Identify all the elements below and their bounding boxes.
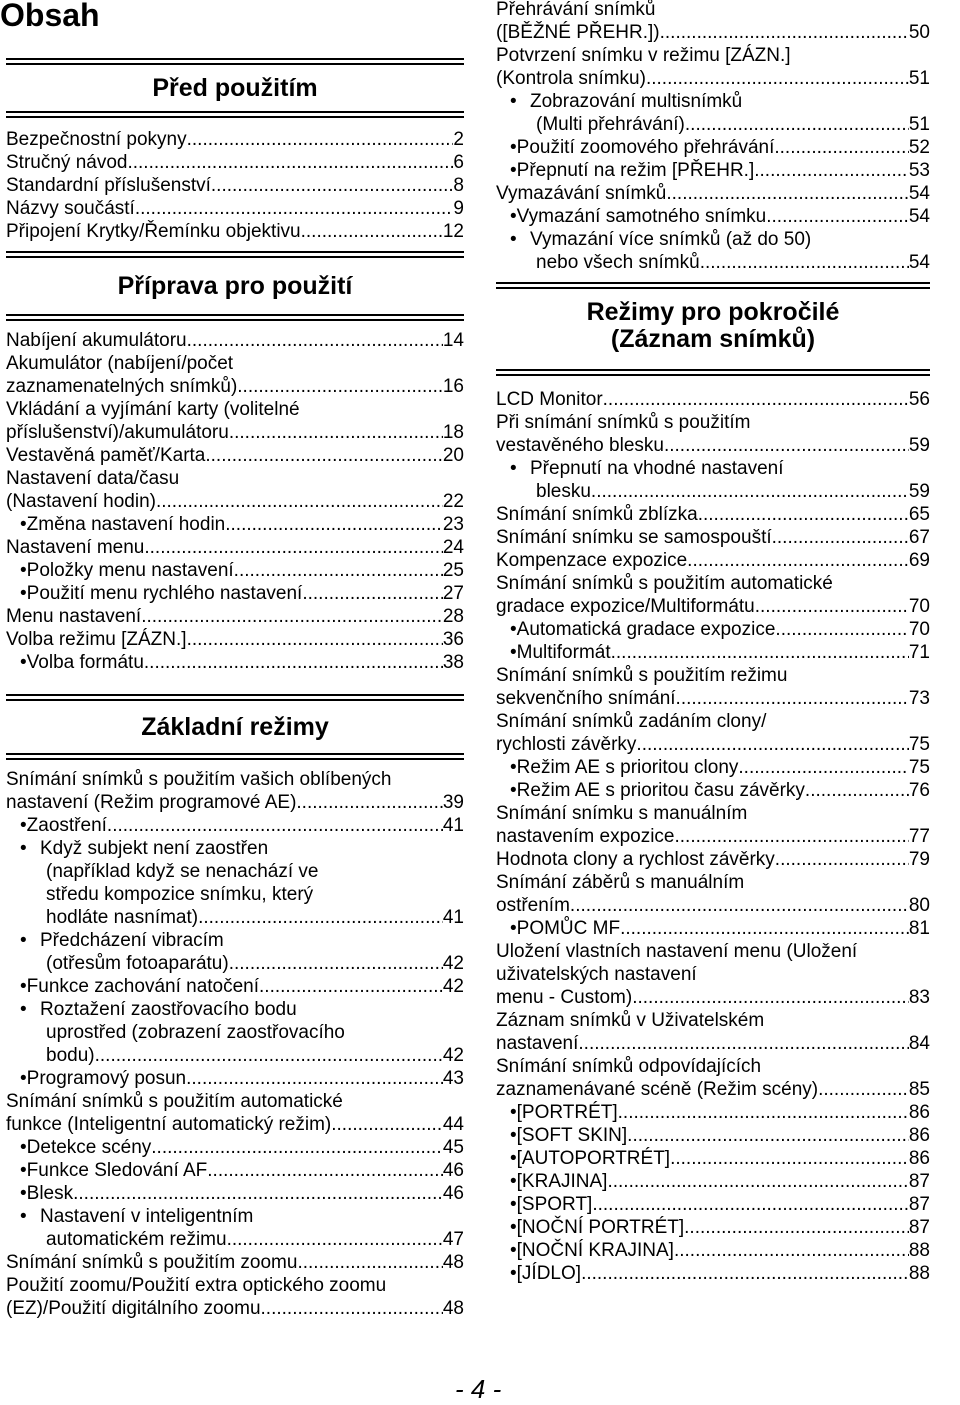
toc-entry[interactable]: nastavení (Režim programové AE) ..... 39	[6, 791, 464, 814]
bullet: •	[20, 1160, 27, 1181]
toc-subentry-line: • Když subjekt není zaostřen	[20, 838, 269, 859]
section-heading-advanced	[496, 289, 930, 369]
toc-entry-line: Nastavení data/času	[6, 468, 180, 489]
bullet: •	[510, 1194, 517, 1215]
toc-subentry-line: • Roztažení zaostřovacího bodu	[20, 999, 297, 1020]
bullet: •	[510, 757, 517, 778]
toc-subentry-line: uprostřed (zobrazení zaostřovacího	[46, 1022, 345, 1043]
toc-entry-line: Snímání snímků odpovídajících	[496, 1056, 762, 1077]
bullet: •	[20, 1206, 27, 1227]
toc-entry[interactable]: Nabíjení akumulátoru ..... 14	[6, 329, 464, 352]
toc-subentry[interactable]: • [AUTOPORTRÉT] ..... 86	[496, 1147, 930, 1170]
toc-subentry-line: • Zobrazování multisnímků	[510, 91, 743, 112]
bullet: •	[20, 999, 27, 1020]
toc-entry[interactable]: Standardní příslušenství ..... 8	[6, 174, 464, 197]
bullet: •	[510, 1240, 517, 1261]
toc-subentry[interactable]: bodu) ..... 42	[6, 1044, 464, 1067]
toc-entry[interactable]: ([BĚŽNÉ PŘEHR.]) ..... 50	[496, 21, 930, 44]
toc-subentry[interactable]: • Přepnutí na režim [PŘEHR.] ..... 53	[496, 159, 930, 182]
toc-entry-line: Uložení vlastních nastavení menu (Uložení	[496, 941, 858, 962]
toc-entry[interactable]: Snímání snímků s použitím zoomu ..... 48	[6, 1251, 464, 1274]
toc-entry[interactable]: příslušenství)/akumulátoru ..... 18	[6, 421, 464, 444]
toc-entry[interactable]: Bezpečnostní pokyny ..... 2	[6, 128, 464, 151]
toc-subentry[interactable]: (otřesům fotoaparátu) ..... 42	[6, 952, 464, 975]
toc-subentry-line: (například když se nenachází ve	[46, 861, 319, 882]
section-heading-line: (Záznam snímků)	[610, 325, 816, 353]
toc-subentry[interactable]: blesku ..... 59	[496, 480, 930, 503]
bullet: •	[510, 1171, 517, 1192]
toc-entry[interactable]: funkce (Inteligentní automatický režim) ..... 44	[6, 1113, 464, 1136]
toc-subentry[interactable]: • Blesk ..... 46	[6, 1182, 464, 1205]
toc-entry-line: Snímání snímků s použitím automatické	[6, 1091, 343, 1112]
section-heading-line: Režimy pro pokročilé	[586, 298, 840, 326]
toc-entry[interactable]: gradace expozice/Multiformátu ..... 70	[496, 595, 930, 618]
toc-subentry-line: • Vymazání více snímků (až do 50)	[510, 229, 812, 250]
bullet: •	[20, 976, 27, 997]
section-rule	[6, 314, 464, 321]
bullet: •	[510, 91, 517, 112]
toc-entry[interactable]: menu - Custom) ..... 83	[496, 986, 930, 1009]
bullet: •	[510, 206, 517, 227]
toc-subentry[interactable]: • Multiformát ..... 71	[496, 641, 930, 664]
toc-entry[interactable]: Názvy součástí ..... 9	[6, 197, 464, 220]
toc-subentry-line: • Přepnutí na vhodné nastavení	[510, 458, 784, 479]
toc-subentry[interactable]: • [KRAJINA] ..... 87	[496, 1170, 930, 1193]
toc-entry[interactable]: Snímání snímků zblízka ..... 65	[496, 503, 930, 526]
toc-entry-line: Snímání snímků s použitím vašich oblíbených	[6, 769, 392, 790]
section-heading-basic-modes: Základní režimy	[141, 713, 329, 741]
toc-subentry[interactable]: • Funkce zachování natočení ..... 42	[6, 975, 464, 998]
toc-subentry[interactable]: • Použití menu rychlého nastavení ..... 27	[6, 582, 464, 605]
page-title: Obsah	[0, 0, 100, 33]
bullet: •	[20, 838, 27, 859]
toc-subentry[interactable]: (Multi přehrávání) ..... 51	[496, 113, 930, 136]
section-heading-preparation: Příprava pro použití	[117, 272, 353, 300]
toc-subentry[interactable]: • Funkce Sledování AF ..... 46	[6, 1159, 464, 1182]
bullet: •	[510, 642, 517, 663]
toc-entry[interactable]: nastavením expozice ..... 77	[496, 825, 930, 848]
toc-entry[interactable]: Nastavení menu ..... 24	[6, 536, 464, 559]
toc-entry-line: Při snímání snímků s použitím	[496, 412, 751, 433]
left-column	[0, 0, 464, 1320]
toc-entry[interactable]: rychlosti závěrky ..... 75	[496, 733, 930, 756]
section-heading-before-use: Před použitím	[152, 74, 318, 102]
bullet: •	[20, 652, 27, 673]
toc-entry[interactable]: nastavení ..... 84	[496, 1032, 930, 1055]
toc-subentry[interactable]: • Vymazání samotného snímku ..... 54	[496, 205, 930, 228]
bullet: •	[510, 160, 517, 181]
toc-subentry[interactable]: • [JÍDLO] ..... 88	[496, 1262, 930, 1285]
toc-entry-line: Záznam snímků v Uživatelském	[496, 1010, 765, 1031]
toc-subentry[interactable]: • [SOFT SKIN] ..... 86	[496, 1124, 930, 1147]
toc-subentry[interactable]: • Režim AE s prioritou clony ..... 75	[496, 756, 930, 779]
toc-subentry[interactable]: • Detekce scény ..... 45	[6, 1136, 464, 1159]
bullet: •	[510, 137, 517, 158]
bullet: •	[20, 1068, 27, 1089]
section-rule	[6, 251, 464, 258]
toc-subentry[interactable]: • Použití zoomového přehrávání ..... 52	[496, 136, 930, 159]
toc-entry[interactable]: Stručný návod ..... 6	[6, 151, 464, 174]
toc-subentry[interactable]: • Volba formátu ..... 38	[6, 651, 464, 674]
toc-subentry[interactable]: hodláte nasnímat) ..... 41	[6, 906, 464, 929]
toc-subentry[interactable]: • [NOČNÍ PORTRÉT] ..... 87	[496, 1216, 930, 1239]
right-column	[496, 0, 930, 1285]
toc-entry[interactable]: sekvenčního snímání ..... 73	[496, 687, 930, 710]
toc-subentry[interactable]: • Programový posun ..... 43	[6, 1067, 464, 1090]
bullet: •	[510, 1102, 517, 1123]
bullet: •	[20, 560, 27, 581]
bullet: •	[510, 918, 517, 939]
toc-entry-line: Přehrávání snímků	[496, 0, 656, 20]
toc-subentry-line: • Nastavení v inteligentním	[20, 1206, 254, 1227]
bullet: •	[510, 780, 517, 801]
bullet: •	[510, 1217, 517, 1238]
toc-subentry[interactable]: nebo všech snímků ..... 54	[496, 251, 930, 274]
toc-entry-line: Vkládání a vyjímání karty (volitelné	[6, 399, 300, 420]
toc-entry[interactable]: Snímání snímku se samospouští ..... 67	[496, 526, 930, 549]
toc-subentry[interactable]: • [PORTRÉT] ..... 86	[496, 1101, 930, 1124]
section-rule	[6, 753, 464, 760]
toc-entry[interactable]: zaznamenávané scéně (Režim scény) ..... 85	[496, 1078, 930, 1101]
toc-entry-line: Snímání záběrů s manuálním	[496, 872, 745, 893]
section-rule	[6, 58, 464, 65]
toc-entry-line: Snímání snímků s použitím automatické	[496, 573, 833, 594]
toc-entry[interactable]: ostřením ..... 80	[496, 894, 930, 917]
toc-entry[interactable]: (Kontrola snímku) ..... 51	[496, 67, 930, 90]
bullet: •	[20, 815, 27, 836]
toc-entry[interactable]: vestavěného blesku ..... 59	[496, 434, 930, 457]
toc-entry[interactable]: Menu nastavení ..... 28	[6, 605, 464, 628]
section-rule	[496, 282, 930, 289]
bullet: •	[20, 514, 27, 535]
bullet: •	[20, 930, 27, 951]
bullet: •	[20, 1183, 27, 1204]
bullet: •	[20, 583, 27, 604]
toc-entry[interactable]: Kompenzace expozice ..... 69	[496, 549, 930, 572]
toc-entry-line: Snímání snímků zadáním clony/	[496, 711, 767, 732]
toc-subentry[interactable]: • Režim AE s prioritou času závěrky ..... 76	[496, 779, 930, 802]
page-number: - 4 -	[455, 1374, 502, 1404]
toc-subentry[interactable]: • [SPORT] ..... 87	[496, 1193, 930, 1216]
toc-entry-line: Potvrzení snímku v režimu [ZÁZN.]	[496, 45, 791, 66]
toc-entry[interactable]: Připojení Krytky/Řemínku objektivu ..... 12	[6, 220, 464, 243]
toc-subentry[interactable]: • Položky menu nastavení ..... 25	[6, 559, 464, 582]
toc-entry[interactable]: (Nastavení hodin) ..... 22	[6, 490, 464, 513]
toc-subentry[interactable]: • Zaostření ..... 41	[6, 814, 464, 837]
toc-entry-line: Akumulátor (nabíjení/počet	[6, 353, 234, 374]
bullet: •	[510, 229, 517, 250]
toc-subentry[interactable]: automatickém režimu ..... 47	[6, 1228, 464, 1251]
bullet: •	[510, 1148, 517, 1169]
section-rule	[6, 111, 464, 118]
toc-entry[interactable]: Vestavěná paměť/Karta ..... 20	[6, 444, 464, 467]
toc-subentry[interactable]: • Změna nastavení hodin ..... 23	[6, 513, 464, 536]
toc-entry[interactable]: Hodnota clony a rychlost závěrky ..... 79	[496, 848, 930, 871]
toc-subentry[interactable]: • POMŮC MF ..... 81	[496, 917, 930, 940]
toc-entry[interactable]: Vymazávání snímků ..... 54	[496, 182, 930, 205]
bullet: •	[20, 1137, 27, 1158]
toc-entry-line: uživatelských nastavení	[496, 964, 697, 985]
toc-entry-line: Snímání snímku s manuálním	[496, 803, 748, 824]
bullet: •	[510, 458, 517, 479]
toc-entry-line: Použití zoomu/Použití extra optického zoomu	[6, 1275, 387, 1296]
bullet: •	[510, 619, 517, 640]
toc-entry[interactable]: zaznamenatelných snímků) ..... 16	[6, 375, 464, 398]
toc-entry[interactable]: Volba režimu [ZÁZN.] ..... 36	[6, 628, 464, 651]
toc-entry[interactable]: LCD Monitor ..... 56	[496, 388, 930, 411]
toc-subentry-line: středu kompozice snímku, který	[46, 884, 314, 905]
section-rule	[496, 369, 930, 376]
bullet: •	[510, 1263, 517, 1284]
toc-subentry-line: • Předcházení vibracím	[20, 930, 224, 951]
toc-subentry[interactable]: • Automatická gradace expozice ..... 70	[496, 618, 930, 641]
toc-subentry[interactable]: • [NOČNÍ KRAJINA] ..... 88	[496, 1239, 930, 1262]
toc-entry-line: Snímání snímků s použitím režimu	[496, 665, 788, 686]
section-rule	[6, 694, 464, 701]
toc-entry[interactable]: (EZ)/Použití digitálního zoomu ..... 48	[6, 1297, 464, 1320]
bullet: •	[510, 1125, 517, 1146]
